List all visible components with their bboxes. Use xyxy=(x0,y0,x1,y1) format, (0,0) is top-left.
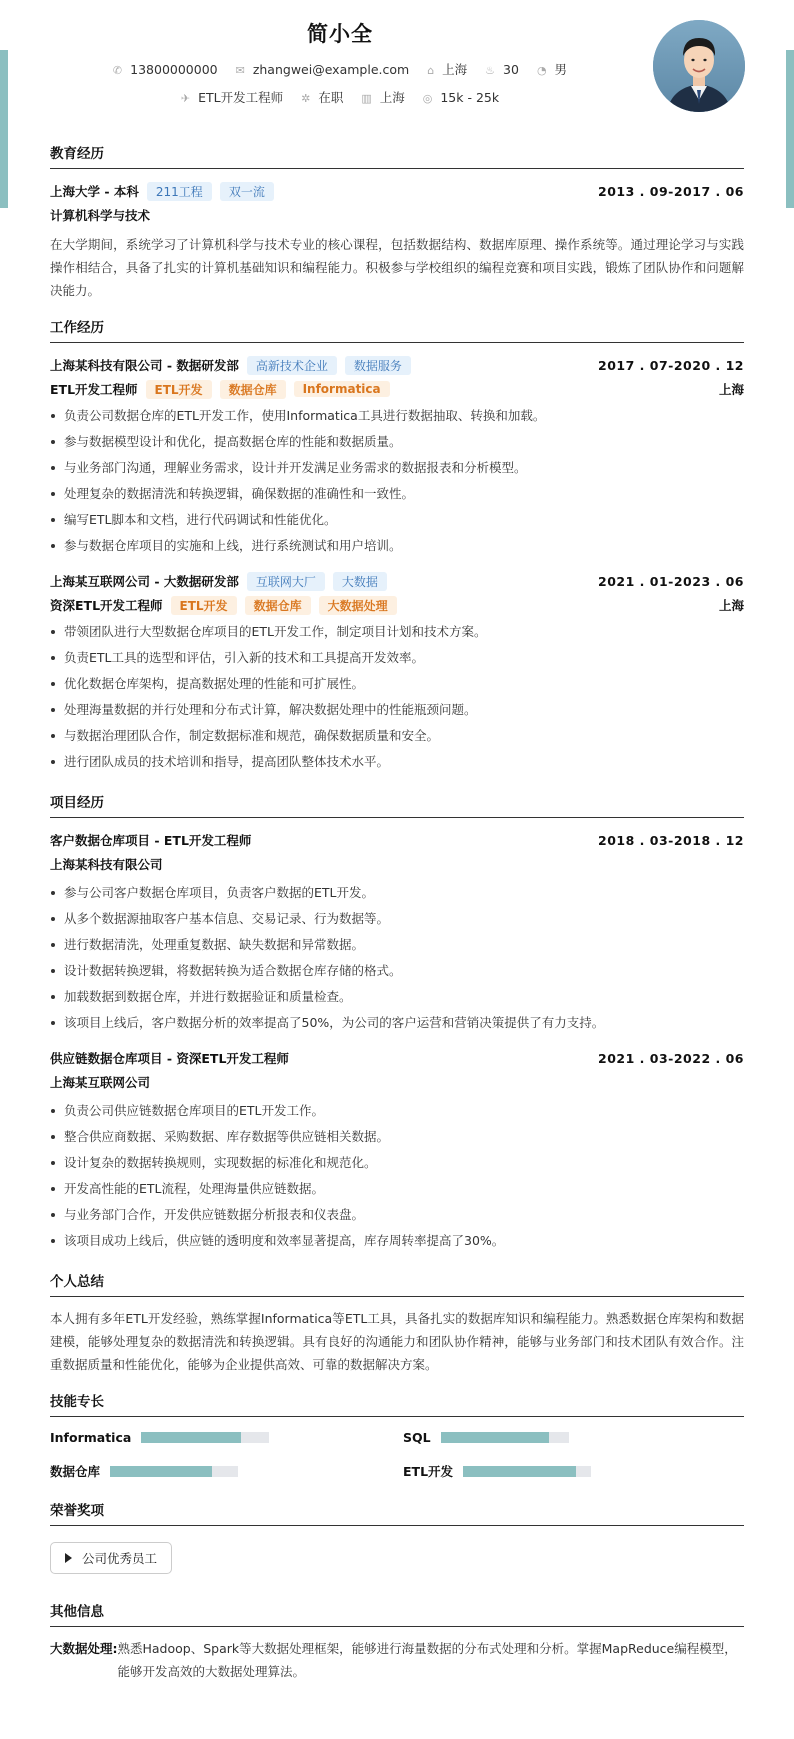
section-title: 工作经历 xyxy=(50,310,744,343)
skill-item xyxy=(50,1461,403,1481)
list-item: 参与公司客户数据仓库项目，负责客户数据的ETL开发。 xyxy=(50,880,744,906)
list-item: 整合供应商数据、采购数据、库存数据等供应链相关数据。 xyxy=(50,1124,744,1150)
candidate-name: 简小全 xyxy=(307,22,373,46)
list-item: 从多个数据源抽取客户基本信息、交易记录、行为数据等。 xyxy=(50,906,744,932)
project-company: 上海某互联网公司 xyxy=(50,1075,151,1090)
list-item: 该项目上线后，客户数据分析的效率提高了50%，为公司的客户运营和营销决策提供了有力支持。 xyxy=(50,1010,744,1036)
summary-text: 本人拥有多年ETL开发经验，熟练掌握Informatica等ETL工具，具备扎实的数据库知识和编程能力。熟悉数据仓库架构和数据建模，能够处理复杂的数据清洗和转换逻辑。具有良好的沟通能力和团队协作精神，能够与业务部门和技术团队有效合作。注重数据质量和性能优化，能够为企业提供高效、可靠的数据解决方案。 xyxy=(50,1311,744,1372)
skill-tag: ETL开发 xyxy=(171,596,237,615)
list-item: 进行团队成员的技术培训和指导，提高团队整体技术水平。 xyxy=(50,749,744,775)
home-icon: ⌂ xyxy=(427,64,435,77)
skill-bar xyxy=(110,1466,238,1477)
list-item: 开发高性能的ETL流程，处理海量供应链数据。 xyxy=(50,1176,744,1202)
skill-bar xyxy=(441,1432,569,1443)
expected-salary: ◎ 15k - 25k xyxy=(422,90,500,105)
phone: ✆ 13800000000 xyxy=(112,62,218,77)
target-position: ✈ ETL开发工程师 xyxy=(180,90,284,105)
section-title: 其他信息 xyxy=(50,1594,744,1627)
section-title: 技能专长 xyxy=(50,1384,744,1417)
section-title: 个人总结 xyxy=(50,1264,744,1297)
job-status: ✲ 在职 xyxy=(301,90,344,105)
company-tag: 大数据 xyxy=(333,572,387,591)
skill-item xyxy=(50,1427,403,1447)
list-item: 负责ETL工具的选型和评估，引入新的技术和工具提高开发效率。 xyxy=(50,645,744,671)
list-item: 参与数据模型设计和优化，提高数据仓库的性能和数据质量。 xyxy=(50,429,744,455)
education-entry-header xyxy=(50,179,744,203)
company-name: 上海某互联网公司 - 大数据研发部 xyxy=(50,574,239,589)
list-item: 设计数据转换逻辑，将数据转换为适合数据仓库存储的格式。 xyxy=(50,958,744,984)
gender-icon: ◔ xyxy=(536,64,547,77)
work-bullets xyxy=(50,403,744,559)
play-triangle-icon xyxy=(65,1553,72,1563)
projects-section xyxy=(50,785,744,1254)
list-item: 加载数据到数据仓库，并进行数据验证和质量检查。 xyxy=(50,984,744,1010)
work-section xyxy=(50,310,744,775)
mail-icon: ✉ xyxy=(235,64,245,77)
job-title: 资深ETL开发工程师 xyxy=(50,598,163,613)
project-entry xyxy=(50,828,744,1036)
work-entry xyxy=(50,353,744,559)
project-name: 供应链数据仓库项目 - 资深ETL开发工程师 xyxy=(50,1051,289,1066)
list-item: 与数据治理团队合作，制定数据标准和规范，确保数据质量和安全。 xyxy=(50,723,744,749)
avatar xyxy=(653,20,745,112)
skills-grid xyxy=(50,1427,744,1481)
education-description: 在大学期间，系统学习了计算机科学与技术专业的核心课程，包括数据结构、数据库原理、操作系统等。通过理论学习与实践操作相结合，具备了扎实的计算机基础知识和编程能力。积极参与学校组织的编程竞赛和项目实践，锻炼了团队协作和问题解决能力。 xyxy=(50,237,744,298)
list-item: 进行数据清洗，处理重复数据、缺失数据和异常数据。 xyxy=(50,932,744,958)
list-item: 处理复杂的数据清洗和转换逻辑，确保数据的准确性和一致性。 xyxy=(50,481,744,507)
list-item: 与业务部门沟通，理解业务需求，设计并开发满足业务需求的数据报表和分析模型。 xyxy=(50,455,744,481)
list-item: 设计复杂的数据转换规则，实现数据的标准化和规范化。 xyxy=(50,1150,744,1176)
award-item[interactable] xyxy=(50,1542,172,1574)
work-bullets xyxy=(50,619,744,775)
building-icon: ▥ xyxy=(361,92,372,105)
gender: ◔ 男 xyxy=(536,62,568,77)
summary-section xyxy=(50,1264,744,1376)
company-tag: 高新技术企业 xyxy=(247,356,337,375)
work-city: 上海 xyxy=(718,598,744,613)
age: ♨ 30 xyxy=(485,62,519,77)
list-item: 编写ETL脚本和文档，进行代码调试和性能优化。 xyxy=(50,507,744,533)
award-name: 公司优秀员工 xyxy=(82,1551,158,1566)
skill-tag: Informatica xyxy=(294,381,390,397)
section-title: 项目经历 xyxy=(50,785,744,818)
skill-name: 数据仓库 xyxy=(50,1464,101,1479)
work-date: 2017 . 07-2020 . 12 xyxy=(598,357,744,373)
list-item: 负责公司供应链数据仓库项目的ETL开发工作。 xyxy=(50,1098,744,1124)
coin-icon: ◎ xyxy=(422,92,433,105)
gear-icon: ✲ xyxy=(301,92,311,105)
education-section xyxy=(50,136,744,302)
skill-tag: 数据仓库 xyxy=(220,380,286,399)
skill-name: ETL开发 xyxy=(403,1464,454,1479)
resume-body xyxy=(50,136,744,1689)
email: ✉ zhangwei@example.com xyxy=(235,62,410,77)
other-info-text: 熟悉Hadoop、Spark等大数据处理框架，能够进行海量数据的分布式处理和分析。掌握MapReduce编程模型，能够开发高效的大数据处理算法。 xyxy=(117,1641,737,1679)
section-title: 荣誉奖项 xyxy=(50,1493,744,1526)
job-title: ETL开发工程师 xyxy=(50,382,138,397)
other-info-label: 大数据处理: xyxy=(50,1641,118,1656)
school-tag: 双一流 xyxy=(220,182,274,201)
company-name: 上海某科技有限公司 - 数据研发部 xyxy=(50,358,239,373)
list-item: 带领团队进行大型数据仓库项目的ETL开发工作，制定项目计划和技术方案。 xyxy=(50,619,744,645)
company-tag: 数据服务 xyxy=(345,356,411,375)
contact-row xyxy=(0,60,680,78)
other-info-item xyxy=(50,1637,744,1683)
work-entry xyxy=(50,569,744,775)
project-name: 客户数据仓库项目 - ETL开发工程师 xyxy=(50,833,252,848)
skill-bar-fill xyxy=(463,1466,576,1477)
resume-header xyxy=(0,0,794,130)
skill-bar xyxy=(463,1466,591,1477)
awards-section xyxy=(50,1493,744,1588)
skill-bar-fill xyxy=(141,1432,241,1443)
skill-tag: ETL开发 xyxy=(146,380,212,399)
work-date: 2021 . 01-2023 . 06 xyxy=(598,573,744,589)
education-date: 2013 . 09-2017 . 06 xyxy=(598,183,744,199)
skill-name: SQL xyxy=(403,1429,431,1445)
project-date: 2021 . 03-2022 . 06 xyxy=(598,1050,744,1066)
list-item: 与业务部门合作，开发供应链数据分析报表和仪表盘。 xyxy=(50,1202,744,1228)
list-item: 该项目成功上线后，供应链的透明度和效率显著提高，库存周转率提高了30%。 xyxy=(50,1228,744,1254)
cake-icon: ♨ xyxy=(485,64,496,77)
plane-icon: ✈ xyxy=(180,92,191,105)
skill-bar-fill xyxy=(441,1432,550,1443)
company-tag: 互联网大厂 xyxy=(247,572,325,591)
location: ⌂ 上海 xyxy=(427,62,468,77)
other-section xyxy=(50,1594,744,1683)
section-title: 教育经历 xyxy=(50,136,744,169)
work-city: 上海 xyxy=(718,382,744,397)
skill-item xyxy=(403,1427,744,1447)
skills-section xyxy=(50,1384,744,1481)
major: 计算机科学与技术 xyxy=(50,208,151,223)
project-entry xyxy=(50,1046,744,1254)
list-item: 处理海量数据的并行处理和分布式计算，解决数据处理中的性能瓶颈问题。 xyxy=(50,697,744,723)
project-bullets xyxy=(50,880,744,1036)
job-intent-row xyxy=(0,88,680,106)
skill-tag: 数据仓库 xyxy=(245,596,311,615)
list-item: 优化数据仓库架构，提高数据处理的性能和可扩展性。 xyxy=(50,671,744,697)
skill-bar xyxy=(141,1432,269,1443)
school-tag: 211工程 xyxy=(147,182,212,201)
phone-icon: ✆ xyxy=(112,64,123,77)
skill-tag: 大数据处理 xyxy=(319,596,397,615)
project-bullets xyxy=(50,1098,744,1254)
school-name: 上海大学 - 本科 xyxy=(50,184,139,199)
skill-bar-fill xyxy=(110,1466,212,1477)
project-company: 上海某科技有限公司 xyxy=(50,857,163,872)
list-item: 负责公司数据仓库的ETL开发工作，使用Informatica工具进行数据抽取、转换和加载。 xyxy=(50,403,744,429)
list-item: 参与数据仓库项目的实施和上线，进行系统测试和用户培训。 xyxy=(50,533,744,559)
target-city: ▥ 上海 xyxy=(361,90,405,105)
skill-item xyxy=(403,1461,744,1481)
project-date: 2018 . 03-2018 . 12 xyxy=(598,832,744,848)
skill-name: Informatica xyxy=(50,1429,132,1445)
